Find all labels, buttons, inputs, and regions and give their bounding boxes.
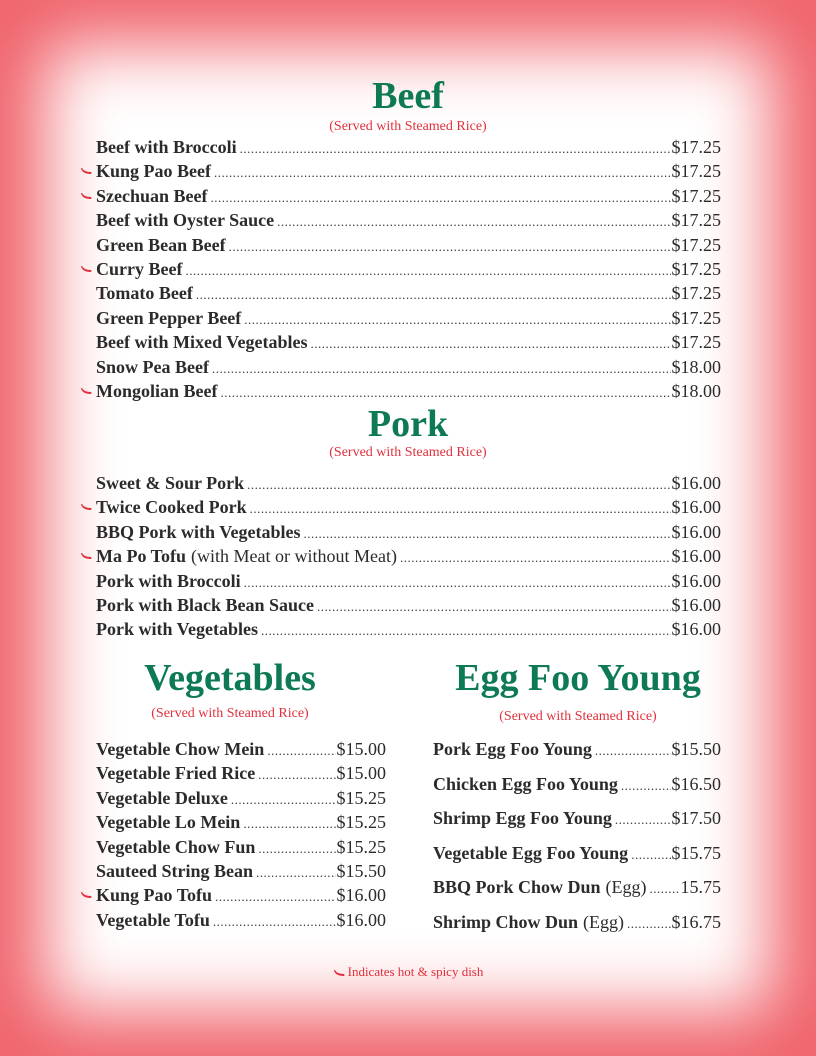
menu-item-price: $18.00 (671, 380, 721, 401)
menu-item-price: $16.00 (336, 909, 386, 930)
menu-item-name: Vegetable Tofu (96, 909, 210, 930)
menu-item (96, 737, 386, 761)
menu-item-name: Kung Pao Tofu (96, 885, 213, 906)
menu-item-price: $17.25 (671, 137, 721, 157)
menu-item-name: Vegetable Fried Rice (96, 763, 256, 784)
chili-pepper-icon (80, 265, 93, 274)
menu-item-name: Pork Egg Foo Young (433, 739, 592, 759)
dot-leader (650, 870, 680, 906)
menu-item-name: Green Pepper Beef (96, 307, 242, 328)
menu-item-price: $16.00 (671, 473, 721, 493)
menu-item-price: $16.00 (671, 594, 721, 615)
menu-item (96, 617, 721, 641)
dot-leader (627, 905, 670, 941)
chili-pepper-icon (80, 503, 93, 512)
dot-leader (196, 281, 671, 307)
menu-item-price: $17.25 (671, 258, 721, 279)
menu-item (433, 767, 721, 802)
dot-leader (615, 801, 671, 837)
menu-item (433, 870, 721, 905)
menu-item (96, 184, 721, 208)
dot-leader (256, 859, 335, 885)
menu-item-price: $16.00 (336, 885, 386, 906)
dot-leader (212, 355, 671, 381)
menu-item-price: $15.00 (336, 739, 386, 759)
menu-item-price: $17.25 (671, 185, 721, 206)
dot-leader (240, 135, 671, 161)
menu-item (96, 135, 721, 159)
menu-item-price: $15.50 (336, 860, 386, 881)
dot-leader (304, 520, 671, 546)
menu-item-name: Shrimp Egg Foo Young (433, 808, 612, 829)
dot-leader (185, 257, 670, 283)
dot-leader (595, 732, 671, 768)
dot-leader (214, 159, 671, 185)
dot-leader (250, 495, 671, 521)
menu-item-price: $15.25 (336, 787, 386, 808)
dot-leader (244, 569, 671, 595)
pork-title: Pork (367, 403, 449, 445)
menu-item-note: (with Meat or without Meat) (191, 546, 397, 567)
menu-item-name: BBQ Pork with Vegetables (96, 521, 301, 542)
chili-pepper-icon (80, 552, 93, 561)
menu-item-name: Beef with Oyster Sauce (96, 210, 275, 231)
dot-leader (267, 737, 335, 763)
menu-item (96, 306, 721, 330)
chili-pepper-icon (80, 387, 93, 396)
menu-item-name: Sauteed String Bean (96, 860, 254, 881)
menu-item (96, 544, 721, 568)
menu-item-price: $16.75 (671, 911, 721, 932)
menu-item-name: Snow Pea Beef (96, 356, 209, 377)
menu-item-name: Tomato Beef (96, 283, 193, 304)
menu-item (96, 159, 721, 183)
menu-item-name: Szechuan Beef (96, 185, 208, 206)
menu-item-name: Sweet & Sour Pork (96, 473, 245, 493)
menu-item (96, 471, 721, 495)
dot-leader (213, 908, 336, 934)
menu-item-price: $15.50 (671, 739, 721, 759)
footnote-text: Indicates hot & spicy dish (347, 964, 484, 979)
menu-item (433, 905, 721, 940)
menu-item-price: $16.00 (671, 619, 721, 640)
menu-item-price: $15.75 (671, 842, 721, 863)
menu-item-price: $16.00 (671, 521, 721, 542)
menu-item (96, 281, 721, 305)
menu-item (96, 859, 386, 883)
menu-item-name: Shrimp Chow Dun (433, 911, 579, 932)
dot-leader (211, 184, 671, 210)
menu-item-name: Curry Beef (96, 258, 183, 279)
dot-leader (215, 883, 335, 909)
menu-item (96, 208, 721, 232)
menu-item-name: Chicken Egg Foo Young (433, 773, 618, 794)
beef-title: Beef (372, 75, 444, 117)
pork-list (96, 471, 721, 642)
beef-list (96, 135, 721, 403)
menu-item (96, 810, 386, 834)
menu-item (96, 330, 721, 354)
menu-item (96, 379, 721, 403)
menu-item-name: Beef with Broccoli (96, 137, 237, 157)
vegetables-list (96, 737, 386, 932)
menu-item-price: $16.00 (671, 497, 721, 518)
dot-leader (400, 544, 671, 570)
menu-item (96, 883, 386, 907)
menu-item (96, 569, 721, 593)
menu-item-name: Vegetable Lo Mein (96, 812, 241, 833)
menu-item-price: $17.25 (671, 332, 721, 353)
dot-leader (261, 617, 671, 643)
menu-item-price: $16.00 (671, 570, 721, 591)
egg-foo-young-list (433, 732, 721, 940)
menu-item-price: 15.75 (680, 877, 721, 898)
footnote (0, 964, 816, 980)
menu-item-price: $17.25 (671, 307, 721, 328)
dot-leader (229, 233, 671, 259)
egg-foo-young-title: Egg Foo Young (455, 657, 701, 699)
menu-item-price: $17.25 (671, 234, 721, 255)
menu-item-price: $17.25 (671, 283, 721, 304)
vegetables-subtitle: (Served with Steamed Rice) (151, 706, 309, 721)
menu-item-price: $15.25 (336, 836, 386, 857)
vegetables-title: Vegetables (144, 657, 316, 699)
menu-item-price: $16.50 (671, 773, 721, 794)
menu-item-price: $16.00 (671, 546, 721, 567)
menu-item-note: (Egg) (583, 911, 625, 932)
dot-leader (310, 330, 670, 356)
menu-item-price: $17.25 (671, 210, 721, 231)
menu-item-name: Green Bean Beef (96, 234, 226, 255)
menu-item-name: Twice Cooked Pork (96, 497, 247, 518)
menu-item (96, 355, 721, 379)
menu-item (96, 495, 721, 519)
menu-item-name: Kung Pao Beef (96, 161, 211, 182)
dot-leader (221, 379, 671, 405)
dot-leader (631, 836, 670, 872)
chili-pepper-icon (80, 891, 93, 900)
menu-item-name: Pork with Broccoli (96, 570, 241, 591)
menu-item-name: Vegetable Chow Mein (96, 739, 265, 759)
menu-item (96, 908, 386, 932)
dot-leader (258, 835, 335, 861)
menu-item-price: $17.25 (671, 161, 721, 182)
menu-item-name: Vegetable Deluxe (96, 787, 228, 808)
menu-item-name: Beef with Mixed Vegetables (96, 332, 308, 353)
menu-item (96, 520, 721, 544)
menu-item-name: Ma Po Tofu (96, 546, 187, 567)
menu-item (433, 836, 721, 871)
menu-item-name: BBQ Pork Chow Dun (433, 877, 601, 898)
chili-pepper-icon (333, 969, 346, 978)
menu-item-name: Pork with Black Bean Sauce (96, 594, 315, 615)
dot-leader (244, 306, 670, 332)
chili-pepper-icon (80, 192, 93, 201)
menu-item-name: Vegetable Egg Foo Young (433, 842, 629, 863)
menu-item-note: (Egg) (605, 877, 647, 898)
menu-item-price: $15.25 (336, 812, 386, 833)
menu-item (96, 257, 721, 281)
menu-item (433, 801, 721, 836)
dot-leader (277, 208, 670, 234)
menu-item-name: Mongolian Beef (96, 380, 218, 401)
menu-item (96, 835, 386, 859)
egg-foo-young-subtitle: (Served with Steamed Rice) (499, 709, 657, 724)
menu-item (96, 761, 386, 785)
dot-leader (243, 810, 335, 836)
beef-subtitle: (Served with Steamed Rice) (329, 119, 487, 134)
dot-leader (247, 471, 670, 497)
menu-item (96, 233, 721, 257)
pork-subtitle: (Served with Steamed Rice) (329, 445, 487, 460)
menu-item-price: $17.50 (671, 808, 721, 829)
dot-leader (231, 786, 336, 812)
dot-leader (317, 593, 670, 619)
menu-item (96, 786, 386, 810)
menu-item-name: Pork with Vegetables (96, 619, 258, 640)
menu-item-name: Vegetable Chow Fun (96, 836, 256, 857)
menu-item-price: $15.00 (336, 763, 386, 784)
dot-leader (621, 767, 671, 803)
menu-item (433, 732, 721, 767)
dot-leader (258, 761, 335, 787)
chili-pepper-icon (80, 167, 93, 176)
menu-item (96, 593, 721, 617)
menu-item-price: $18.00 (671, 356, 721, 377)
